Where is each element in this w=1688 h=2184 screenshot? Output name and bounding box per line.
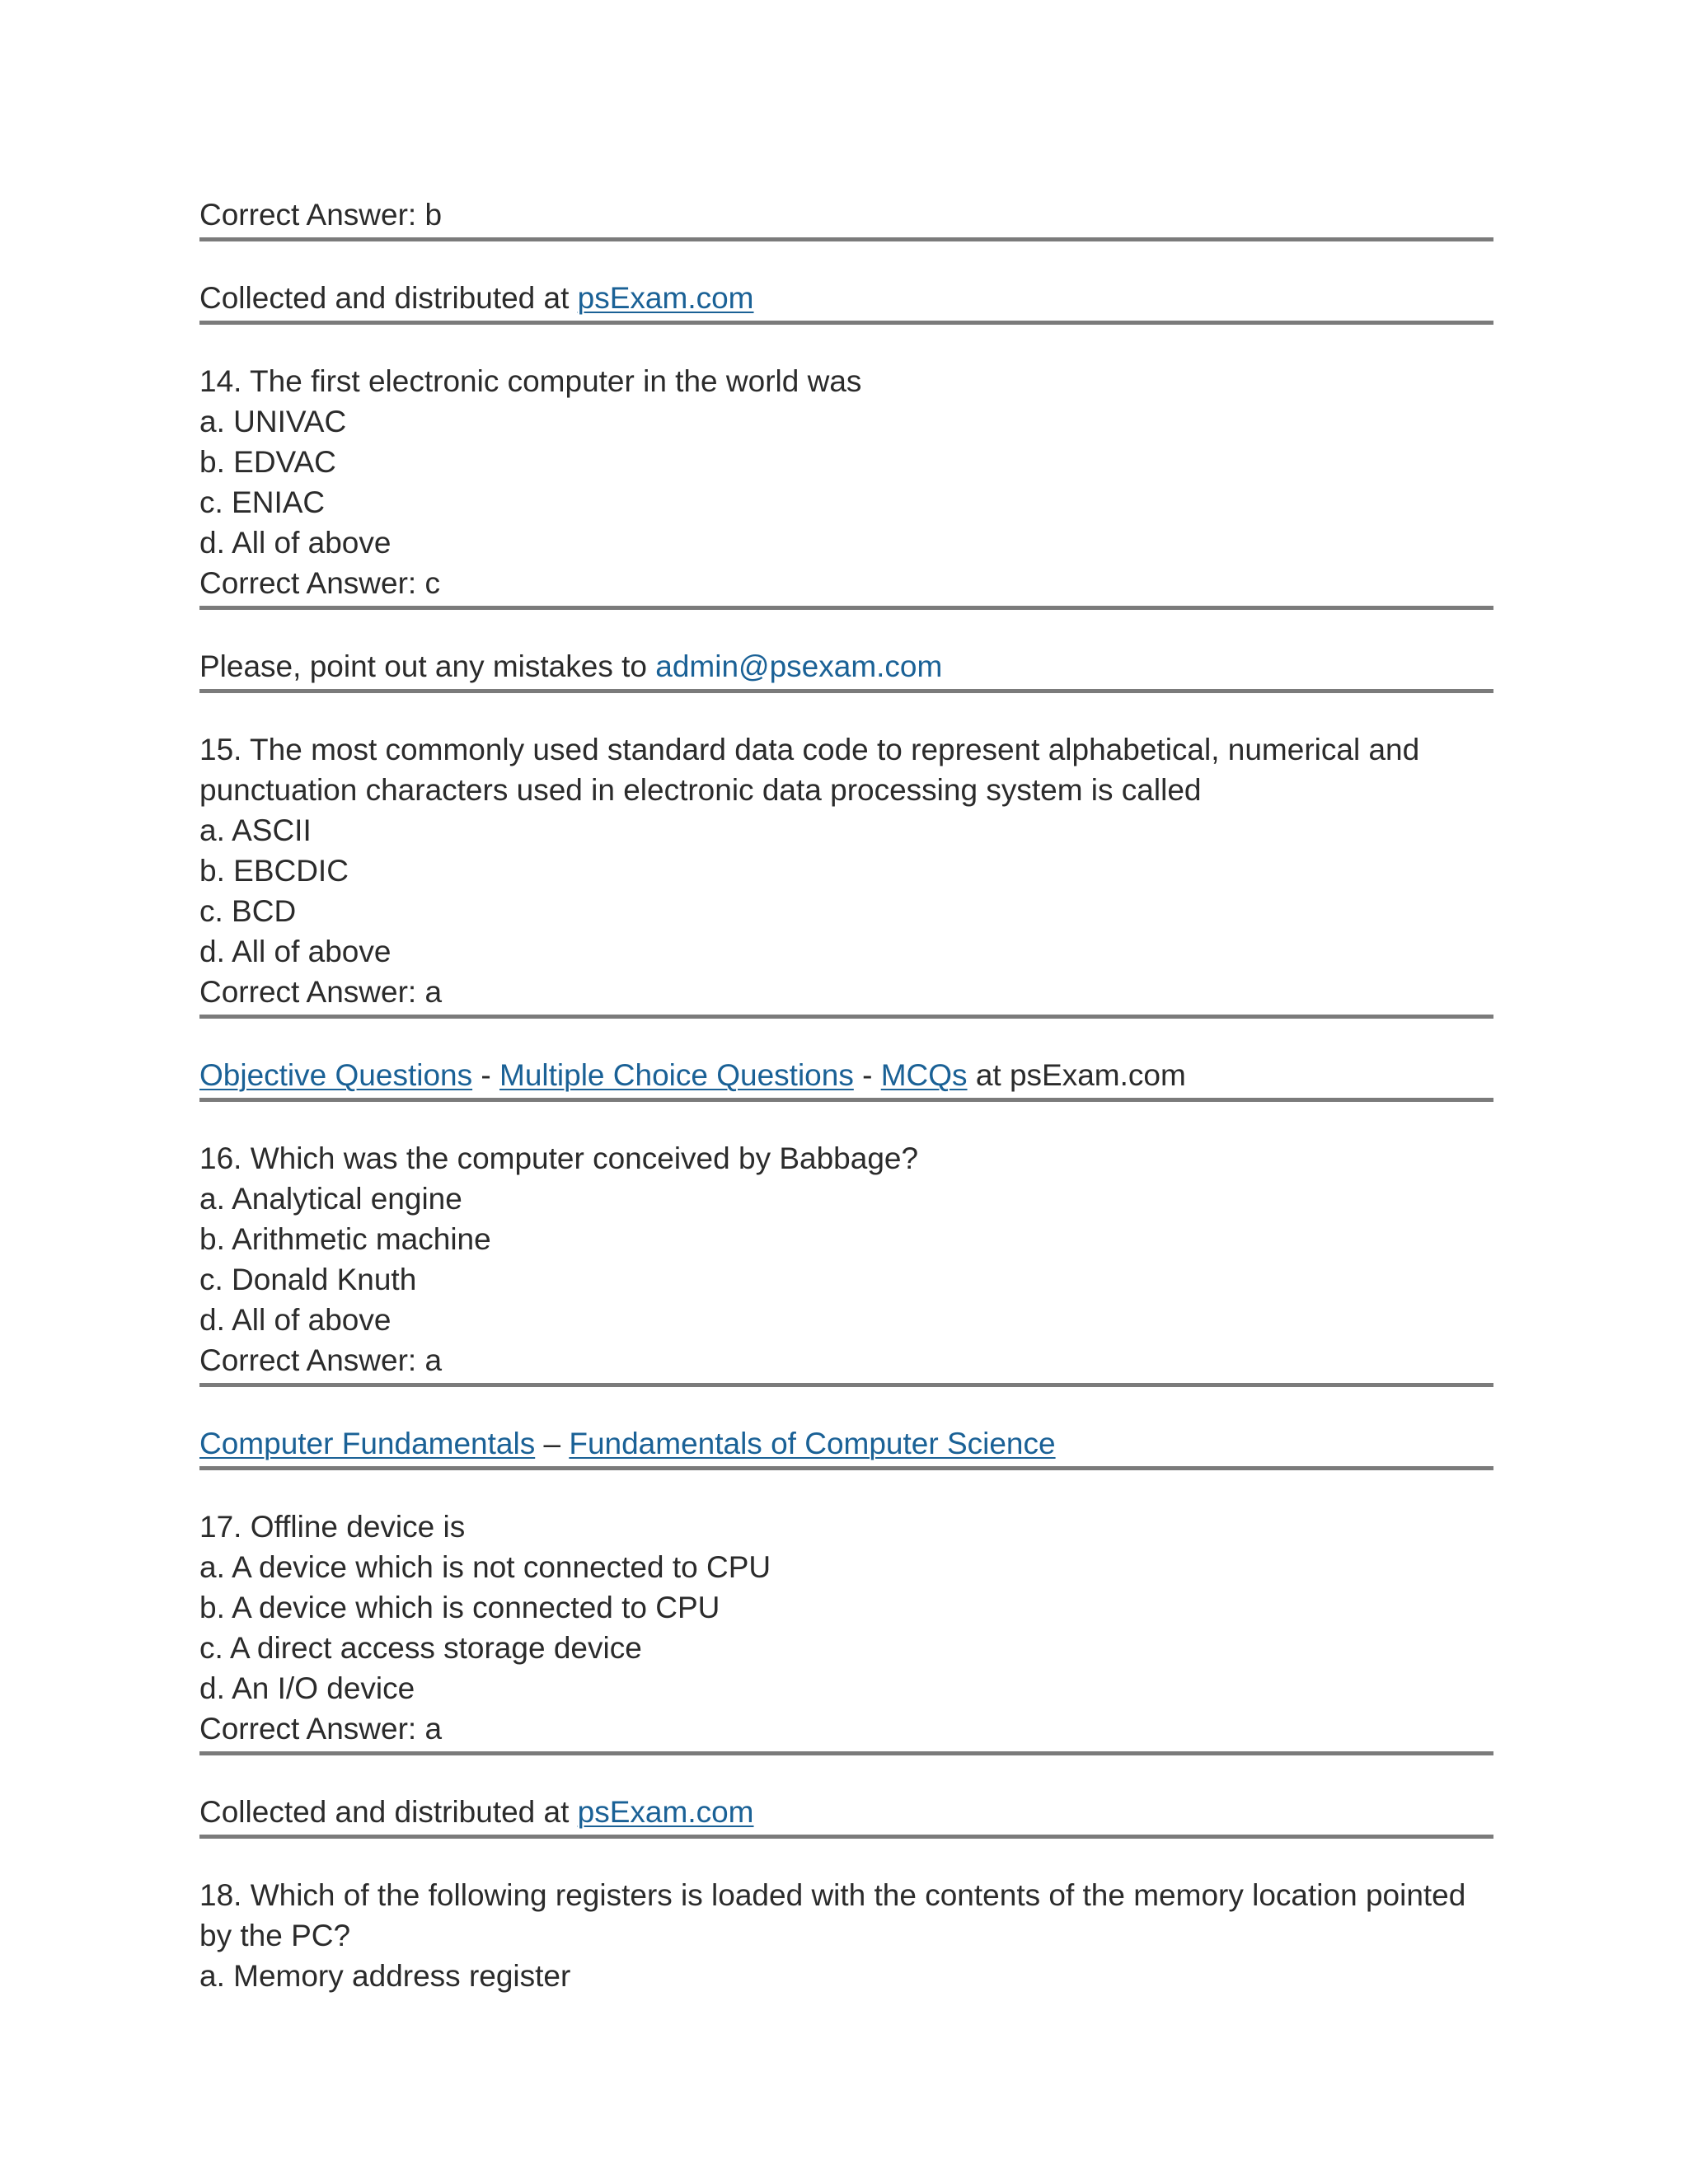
option-c: c. ENIAC	[199, 485, 326, 519]
question-text: 17. Offline device is	[199, 1510, 466, 1544]
option-a: a. Memory address register	[199, 1959, 571, 1993]
divider	[199, 1751, 1493, 1755]
option-a: a. UNIVAC	[199, 405, 347, 438]
option-b: b. Arithmetic machine	[199, 1222, 491, 1256]
question-15	[199, 729, 1493, 1012]
divider	[199, 1098, 1493, 1102]
correct-answer: Correct Answer: a	[199, 1343, 443, 1377]
mistakes-note	[199, 646, 1493, 687]
correct-answer: Correct Answer: a	[199, 975, 443, 1009]
divider	[199, 1466, 1493, 1470]
option-c: c. A direct access storage device	[199, 1631, 642, 1665]
divider	[199, 321, 1493, 325]
divider	[199, 237, 1493, 241]
question-16	[199, 1138, 1493, 1380]
option-b: b. A device which is connected to CPU	[199, 1591, 720, 1624]
option-c: c. BCD	[199, 894, 297, 928]
psexam-link[interactable]: psExam.com	[577, 281, 754, 315]
multiple-choice-questions-link[interactable]: Multiple Choice Questions	[499, 1058, 854, 1092]
objective-questions-link[interactable]: Objective Questions	[199, 1058, 473, 1092]
option-d: d. An I/O device	[199, 1671, 415, 1705]
option-a: a. ASCII	[199, 813, 312, 847]
note-text: Collected and distributed at	[199, 281, 578, 315]
correct-answer: Correct Answer: b	[199, 198, 443, 232]
question-text: 15. The most commonly used standard data code to represent alphabetical, numerical and punctuation characters used in electronic data processing system is called	[199, 733, 1420, 807]
mcqs-link[interactable]: MCQs	[880, 1058, 968, 1092]
divider	[199, 689, 1493, 693]
option-b: b. EDVAC	[199, 445, 336, 479]
divider	[199, 1383, 1493, 1387]
note-suffix: at psExam.com	[967, 1058, 1186, 1092]
divider	[199, 1015, 1493, 1019]
option-b: b. EBCDIC	[199, 854, 349, 888]
separator: –	[535, 1427, 570, 1460]
question-14	[199, 361, 1493, 603]
admin-email-link[interactable]: admin@psexam.com	[655, 649, 943, 683]
question-18	[199, 1875, 1493, 1996]
divider	[199, 1835, 1493, 1839]
fundamentals-of-computer-science-link[interactable]: Fundamentals of Computer Science	[569, 1427, 1056, 1460]
distribution-note	[199, 1792, 1493, 1832]
fundamentals-links-note	[199, 1423, 1493, 1464]
question-text: 16. Which was the computer conceived by Babbage?	[199, 1141, 919, 1175]
distribution-note	[199, 278, 1493, 318]
question-text: 18. Which of the following registers is loaded with the contents of the memory location pointed by the PC?	[199, 1878, 1466, 1952]
correct-answer: Correct Answer: a	[199, 1712, 443, 1746]
option-d: d. All of above	[199, 526, 392, 560]
option-a: a. A device which is not connected to CPU	[199, 1550, 771, 1584]
mcq-links-note	[199, 1055, 1493, 1095]
psexam-link[interactable]: psExam.com	[577, 1795, 754, 1829]
note-text: Collected and distributed at	[199, 1795, 578, 1829]
computer-fundamentals-link[interactable]: Computer Fundamentals	[199, 1427, 536, 1460]
separator: -	[472, 1058, 499, 1092]
option-d: d. All of above	[199, 935, 392, 968]
separator: -	[853, 1058, 881, 1092]
document-page	[199, 194, 1493, 1996]
correct-answer: Correct Answer: c	[199, 566, 440, 600]
question-17	[199, 1507, 1493, 1749]
option-a: a. Analytical engine	[199, 1182, 462, 1216]
note-text: Please, point out any mistakes to	[199, 649, 656, 683]
option-d: d. All of above	[199, 1303, 392, 1337]
divider	[199, 606, 1493, 610]
question-text: 14. The first electronic computer in the world was	[199, 364, 862, 398]
option-c: c. Donald Knuth	[199, 1263, 417, 1296]
